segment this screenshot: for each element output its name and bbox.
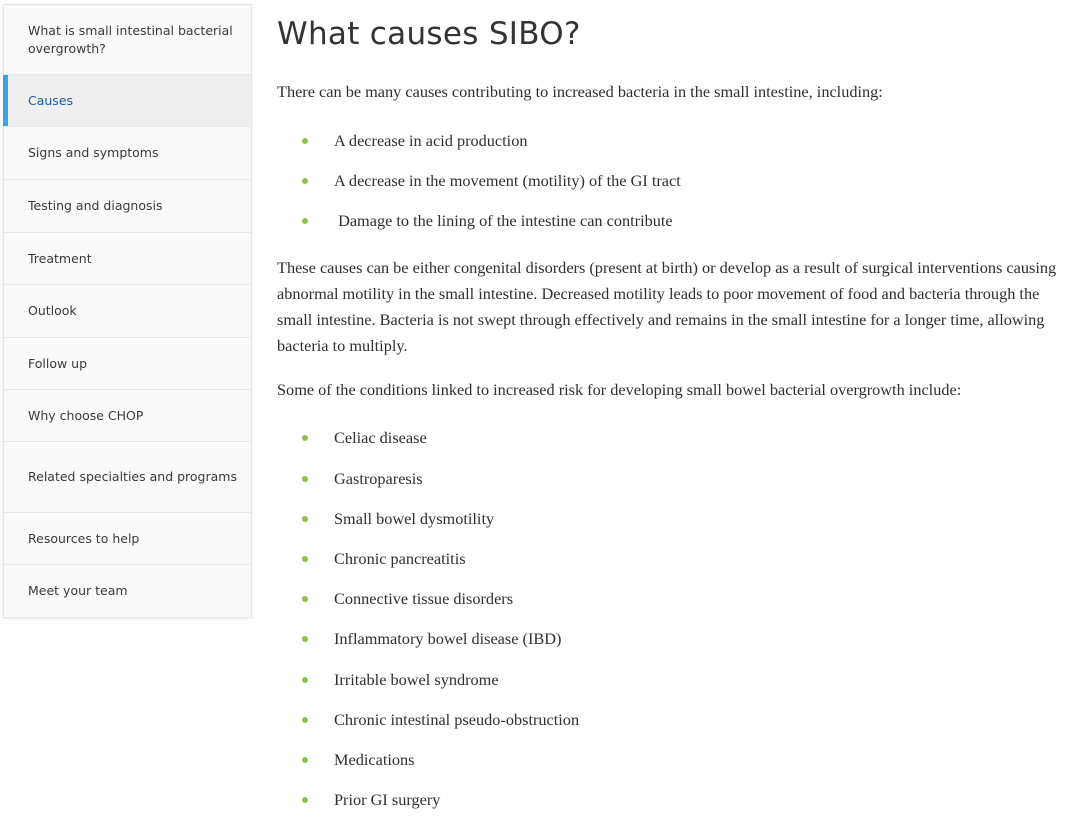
- bullet-icon: [302, 516, 308, 522]
- bullet-icon: [302, 636, 308, 642]
- sidebar-item-treatment[interactable]: [4, 233, 251, 285]
- sidebar-item-meet-your-team[interactable]: [4, 565, 251, 617]
- page-title: What causes SIBO?: [277, 16, 581, 52]
- bullet-icon: [302, 476, 308, 482]
- sidebar-item-label: Related specialties and programs: [28, 469, 237, 484]
- sidebar-item-label: Resources to help: [28, 530, 140, 546]
- bullet-icon: [302, 138, 308, 144]
- sidebar-item-label: Signs and symptoms: [28, 145, 159, 160]
- sidebar-item-related-specialties[interactable]: [4, 442, 251, 513]
- sidebar-item-label: Testing and diagnosis: [28, 198, 163, 213]
- bullet-icon: [302, 757, 308, 763]
- explanation-paragraph: These causes can be either congenital disorders (present at birth) or develop as a result of surgical interventions causing abnormal motility in the small intestine. Decreased motility leads to poor movement of food and bacteria through the small intestine. Bacteria is not swept through effectively and remains in the small intestine for a longer time, allowing bacteria to multiply.: [277, 258, 1057, 355]
- sidebar-item-resources-to-help[interactable]: [4, 513, 251, 565]
- sidebar-item-causes[interactable]: [4, 75, 251, 127]
- sidebar-nav: [3, 4, 252, 618]
- bullet-icon: [302, 218, 308, 224]
- bullet-icon: [302, 556, 308, 562]
- sidebar-item-testing-and-diagnosis[interactable]: [4, 180, 251, 233]
- intro-paragraph: There can be many causes contributing to increased bacteria in the small intestine, including:: [277, 82, 883, 101]
- sidebar-item-why-choose-chop[interactable]: [4, 390, 251, 442]
- sidebar-item-label: Causes: [28, 92, 74, 108]
- sidebar-item-label: Meet your team: [28, 583, 128, 598]
- sidebar-item-label: Outlook: [28, 303, 77, 318]
- sidebar-item-label: Treatment: [28, 250, 92, 266]
- bullet-icon: [302, 435, 308, 441]
- sidebar-item-follow-up[interactable]: [4, 338, 251, 390]
- bullet-icon: [302, 596, 308, 602]
- bullet-icon: [302, 677, 308, 683]
- sidebar-item-label: What is small intestinal bacterial overgrowth?: [28, 22, 233, 56]
- sidebar-item-label: Why choose CHOP: [28, 407, 144, 423]
- bullet-icon: [302, 178, 308, 184]
- sidebar-item-label: Follow up: [28, 355, 88, 371]
- sidebar-item-what-is-sibo[interactable]: [4, 5, 251, 75]
- sidebar-item-signs-and-symptoms[interactable]: [4, 127, 251, 180]
- bullet-icon: [302, 717, 308, 723]
- bullet-icon: [302, 797, 308, 803]
- sidebar-item-outlook[interactable]: [4, 285, 251, 338]
- conditions-intro-paragraph: Some of the conditions linked to increased risk for developing small bowel bacterial overgrowth include:: [277, 380, 962, 399]
